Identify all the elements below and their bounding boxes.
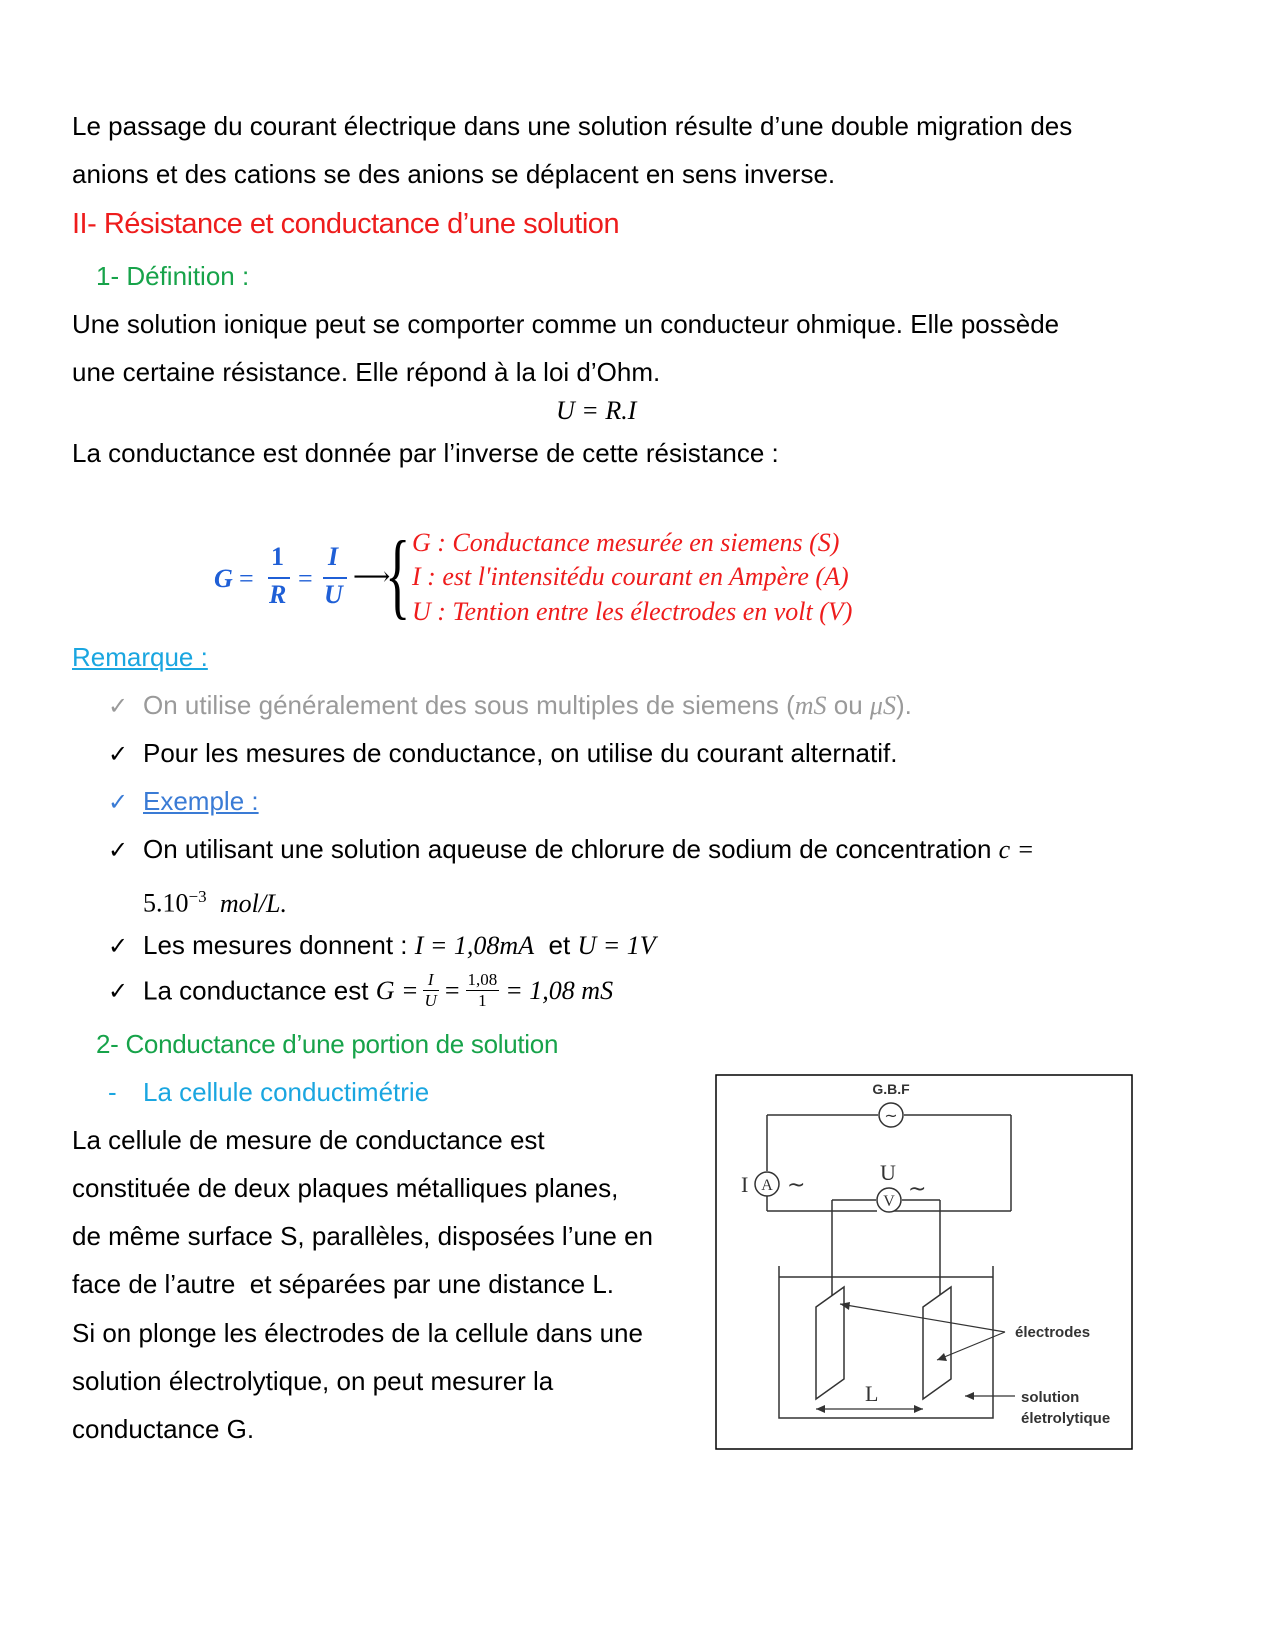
formula-i: I xyxy=(328,542,339,571)
formula-eq-2: = xyxy=(298,564,313,593)
voltage-label: U xyxy=(880,1160,896,1185)
subsection-definition: 1- Définition : xyxy=(96,261,250,291)
subsection-conductance-portion: 2- Conductance d’une portion de solution xyxy=(96,1029,559,1059)
remark-item-2: ✓ Pour les mesures de conductance, on utilise du courant alternatif. xyxy=(108,738,898,768)
generator-tilde: ~ xyxy=(884,1106,898,1125)
cell-paragraph-1: La cellule de mesure de conductance est xyxy=(72,1125,545,1155)
formula-fraction-bar-2 xyxy=(323,577,347,579)
check-icon: ✓ xyxy=(108,932,129,960)
remark-item-6: ✓ La conductance est G = $\frac{I}{U}$ = $\frac{1,08}{1}$ = 1,08 mS xyxy=(108,970,614,1010)
gbf-label: G.B.F xyxy=(872,1081,910,1097)
solution-label-1: solution xyxy=(1021,1389,1080,1406)
ohm-law: U = R.I xyxy=(556,396,637,425)
check-icon: ✓ xyxy=(108,692,129,720)
section-title: II- Résistance et conductance d’une solution xyxy=(72,208,620,240)
formula-description-3: U : Tention entre les électrodes en volt (V) xyxy=(412,597,853,626)
check-icon: ✓ xyxy=(108,976,129,1005)
formula-r: R xyxy=(269,580,287,609)
fraction-value: $\frac{1,08}{1}$ xyxy=(467,970,498,1010)
formula-brace: { xyxy=(385,521,411,628)
formula-g: G xyxy=(214,564,233,593)
cell-paragraph-3: de même surface S, parallèles, disposées l’une en xyxy=(72,1221,653,1251)
formula-fraction-bar-1 xyxy=(268,577,290,579)
formula-eq-1: = xyxy=(239,564,254,593)
remark-item-3: ✓ Exemple : xyxy=(108,786,259,816)
formula-description-2: I : est l'intensitédu courant en Ampère (A) xyxy=(412,562,849,591)
formula-arrow: ⟶ xyxy=(353,562,391,591)
cell-paragraph-5: Si on plonge les électrodes de la cellule dans une xyxy=(72,1318,643,1348)
conductimetry-circuit-diagram xyxy=(715,1074,1133,1450)
check-icon: ✓ xyxy=(108,788,129,816)
intro-line-2: anions et des cations se des anions se déplacent en sens inverse. xyxy=(72,159,836,189)
fraction-i-u: $\frac{I}{U}$ xyxy=(424,970,437,1010)
solution-label-2: életrolytique xyxy=(1021,1410,1111,1427)
remark-item-5: ✓ Les mesures donnent : I = 1,08mA et U = 1V xyxy=(108,930,656,960)
cell-paragraph-7: conductance G. xyxy=(72,1414,255,1444)
electrode-right xyxy=(923,1287,951,1399)
definition-line-1: Une solution ionique peut se comporter comme un conducteur ohmique. Elle possède xyxy=(72,309,1060,339)
voltmeter-letter: V xyxy=(883,1193,895,1210)
distance-label: L xyxy=(865,1381,879,1406)
formula-one: 1 xyxy=(271,542,284,571)
formula-description-1: G : Conductance mesurée en siemens (S) xyxy=(412,528,840,557)
electrode-left xyxy=(816,1287,844,1399)
remark-item-4-value: $5.10^{-3}$ mol/L. xyxy=(143,887,288,918)
check-icon: ✓ xyxy=(108,740,129,768)
conductance-intro: La conductance est donnée par l’inverse de cette résistance : xyxy=(72,438,779,468)
check-icon: ✓ xyxy=(108,836,129,864)
current-label: I xyxy=(741,1172,749,1197)
ammeter-letter: A xyxy=(761,1177,773,1194)
remark-item-4: ✓ On utilisant une solution aqueuse de chlorure de sodium de concentration c = xyxy=(108,834,1035,864)
definition-line-2: une certaine résistance. Elle répond à la loi d’Ohm. xyxy=(72,357,661,387)
voltmeter-tilde: ~ xyxy=(908,1177,927,1202)
cell-paragraph-4: face de l’autre et séparées par une distance L. xyxy=(72,1269,615,1299)
cell-title: - La cellule conductimétrie xyxy=(108,1077,430,1107)
electrodes-label: électrodes xyxy=(1015,1324,1091,1341)
ammeter-tilde: ~ xyxy=(787,1173,806,1198)
cell-paragraph-6: solution électrolytique, on peut mesurer la xyxy=(72,1366,554,1396)
remark-title: Remarque : xyxy=(72,642,208,672)
remark-item-1: ✓ On utilise généralement des sous multiples de siemens (mS ou μS). xyxy=(108,690,912,720)
formula-u: U xyxy=(324,580,343,609)
cell-paragraph-2: constituée de deux plaques métalliques planes, xyxy=(72,1173,619,1203)
intro-line-1: Le passage du courant électrique dans une solution résulte d’une double migration des xyxy=(72,111,1073,141)
